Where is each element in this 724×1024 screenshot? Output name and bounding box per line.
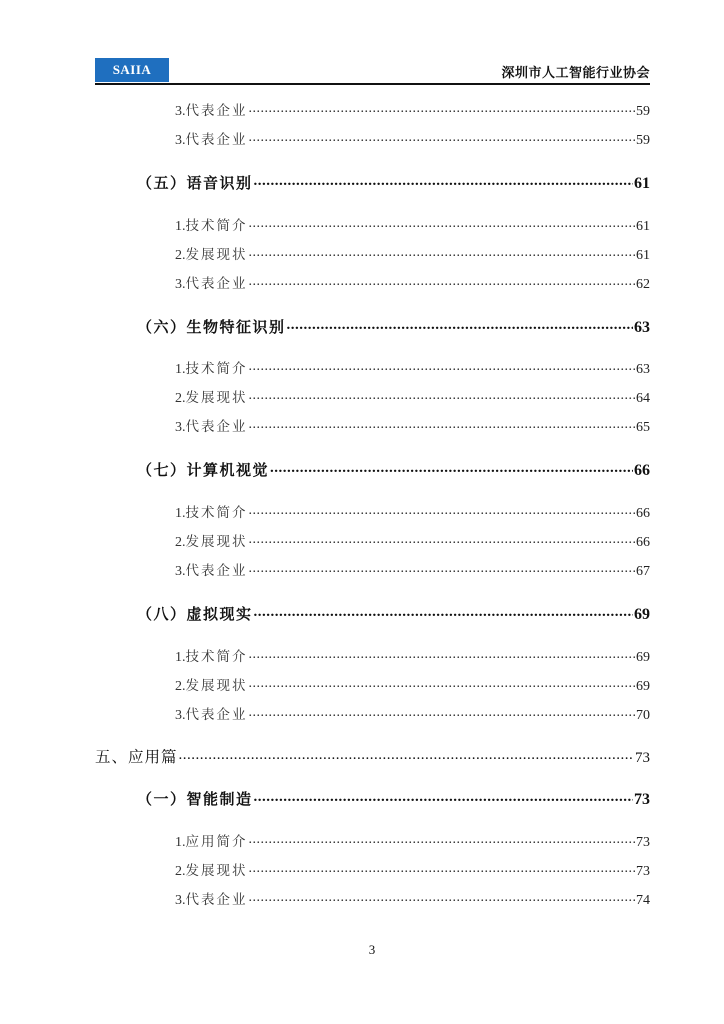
dot-leader [249, 388, 636, 402]
toc-entry-number: 1. [175, 362, 186, 377]
dot-leader [249, 245, 636, 259]
toc-entry-number: 1. [175, 835, 186, 850]
dot-leader [249, 101, 636, 115]
toc-entry-title [175, 99, 248, 120]
toc-entry-title [175, 128, 248, 149]
toc-entry-page: 73 [635, 750, 650, 766]
toc-entry-title [175, 243, 248, 264]
toc-entry-number: 3. [175, 893, 186, 908]
toc-entry[interactable] [175, 99, 650, 120]
toc-entry[interactable] [137, 172, 650, 193]
page-header [95, 58, 650, 86]
toc-entry-text: 发展现状 [185, 247, 248, 263]
toc-entry-page: 64 [636, 391, 650, 406]
toc-entry[interactable] [175, 703, 650, 724]
dot-leader [249, 359, 636, 373]
dot-leader [249, 561, 636, 575]
toc-entry-title [175, 501, 248, 522]
toc-entry-text: 代表企业 [185, 892, 248, 908]
dot-leader [249, 274, 636, 288]
dot-leader [249, 532, 636, 546]
toc-entry-text: 技术简介 [185, 505, 248, 521]
toc-entry-title [175, 703, 248, 724]
toc-entry-text: 代表企业 [185, 276, 248, 292]
toc-entry-page: 61 [634, 175, 650, 192]
toc-entry-title [175, 530, 248, 551]
dot-leader [270, 460, 633, 475]
toc-entry-title [175, 415, 248, 436]
header-divider [95, 83, 650, 85]
toc-entry-text: 技术简介 [185, 218, 248, 234]
toc-entry-page: 70 [636, 708, 650, 723]
toc-entry-text: 发展现状 [185, 390, 248, 406]
toc-entry-page: 66 [636, 506, 650, 521]
dot-leader [254, 173, 633, 188]
toc-entry[interactable] [175, 530, 650, 551]
toc-entry-title [137, 603, 253, 624]
toc-entry-title [175, 645, 248, 666]
organization-name: 深圳市人工智能行业协会 [501, 66, 650, 81]
toc-entry-page: 63 [636, 362, 650, 377]
dot-leader [249, 676, 636, 690]
toc-entry-number: 1. [175, 219, 186, 234]
toc-entry[interactable] [175, 559, 650, 580]
toc-entry-number: 2. [175, 391, 186, 406]
dot-leader [249, 216, 636, 230]
toc-entry-page: 69 [634, 606, 650, 623]
toc-entry[interactable] [175, 830, 650, 851]
toc-entry-text: 技术简介 [185, 649, 248, 665]
toc-entry-title [137, 172, 253, 193]
toc-entry-text: 发展现状 [185, 678, 248, 694]
dot-leader [179, 747, 634, 762]
toc-entry-number: 2. [175, 535, 186, 550]
toc-entry-text: （七）计算机视觉 [137, 461, 270, 479]
toc-entry[interactable] [175, 674, 650, 695]
toc-entry-number: 3. [175, 420, 186, 435]
toc-entry-page: 67 [636, 564, 650, 579]
toc-entry-title [175, 674, 248, 695]
toc-entry[interactable] [175, 645, 650, 666]
dot-leader [249, 130, 636, 144]
toc-entry-page: 69 [636, 679, 650, 694]
toc-entry-text: （六）生物特征识别 [137, 318, 286, 336]
toc-entry-title [175, 386, 248, 407]
toc-entry-text: 发展现状 [185, 863, 248, 879]
toc-entry-page: 65 [636, 420, 650, 435]
toc-entry-text: 代表企业 [185, 132, 248, 148]
dot-leader [249, 705, 636, 719]
toc-entry-page: 73 [636, 864, 650, 879]
toc-entry[interactable] [137, 788, 650, 809]
toc-entry-number: 2. [175, 248, 186, 263]
toc-entry-text: 代表企业 [185, 419, 248, 435]
toc-entry[interactable] [137, 459, 650, 480]
toc-entry-page: 73 [636, 835, 650, 850]
dot-leader [249, 890, 636, 904]
toc-entry-title [175, 357, 248, 378]
toc-entry-title [137, 459, 269, 480]
toc-entry-page: 74 [636, 893, 650, 908]
toc-entry-page: 66 [634, 462, 650, 479]
toc-entry[interactable] [175, 128, 650, 149]
toc-entry[interactable] [175, 501, 650, 522]
toc-entry-text: 代表企业 [185, 103, 248, 119]
toc-entry[interactable] [137, 316, 650, 337]
toc-entry[interactable] [137, 603, 650, 624]
toc-entry-title [175, 272, 248, 293]
toc-entry-number: 3. [175, 564, 186, 579]
dot-leader [249, 861, 636, 875]
toc-entry-page: 73 [634, 791, 650, 808]
saiia-logo: SAIIA [95, 58, 169, 82]
toc-entry[interactable] [175, 272, 650, 293]
toc-entry-title [175, 214, 248, 235]
toc-entry-title [175, 830, 248, 851]
toc-entry-number: 1. [175, 506, 186, 521]
toc-entry-text: （一）智能制造 [137, 790, 253, 808]
toc-entry[interactable] [95, 745, 650, 767]
dot-leader [249, 503, 636, 517]
toc-entry-page: 59 [636, 104, 650, 119]
toc-entry-text: 发展现状 [185, 534, 248, 550]
toc-entry-number: 2. [175, 864, 186, 879]
toc-entry-page: 61 [636, 248, 650, 263]
toc-entry-text: 五、应用篇 [95, 748, 178, 766]
toc-entry-title [175, 559, 248, 580]
toc-entry-page: 63 [634, 319, 650, 336]
toc-entry[interactable] [175, 243, 650, 264]
toc-entry-number: 3. [175, 133, 186, 148]
toc-entry-title [175, 888, 248, 909]
toc-entry-page: 66 [636, 535, 650, 550]
toc-entry-title [95, 745, 178, 767]
toc-entry-number: 2. [175, 679, 186, 694]
toc-entry[interactable] [175, 214, 650, 235]
dot-leader [249, 417, 636, 431]
toc-entry-text: 代表企业 [185, 707, 248, 723]
toc-entry-text: （八）虚拟现实 [137, 605, 253, 623]
toc-entry[interactable] [175, 415, 650, 436]
toc-entry-number: 3. [175, 104, 186, 119]
dot-leader [249, 647, 636, 661]
dot-leader [249, 832, 636, 846]
dot-leader [287, 317, 633, 332]
toc-entry-number: 3. [175, 277, 186, 292]
toc-entry-text: （五）语音识别 [137, 174, 253, 192]
toc-entry-text: 应用简介 [185, 834, 248, 850]
toc-entry-title [137, 788, 253, 809]
page-number: 3 [368, 942, 376, 957]
toc-entry[interactable] [175, 357, 650, 378]
toc-entry-page: 69 [636, 650, 650, 665]
toc-entry-number: 1. [175, 650, 186, 665]
dot-leader [254, 604, 633, 619]
toc-entry-title [137, 316, 286, 337]
toc-entry-page: 62 [636, 277, 650, 292]
toc-entry-title [175, 859, 248, 880]
toc-entry-page: 59 [636, 133, 650, 148]
toc-entry[interactable] [175, 386, 650, 407]
toc-entry-number: 3. [175, 708, 186, 723]
toc-entry[interactable] [175, 859, 650, 880]
toc-entry[interactable] [175, 888, 650, 909]
dot-leader [254, 789, 633, 804]
toc-entry-text: 代表企业 [185, 563, 248, 579]
toc-entry-page: 61 [636, 219, 650, 234]
toc-entry-text: 技术简介 [185, 361, 248, 377]
